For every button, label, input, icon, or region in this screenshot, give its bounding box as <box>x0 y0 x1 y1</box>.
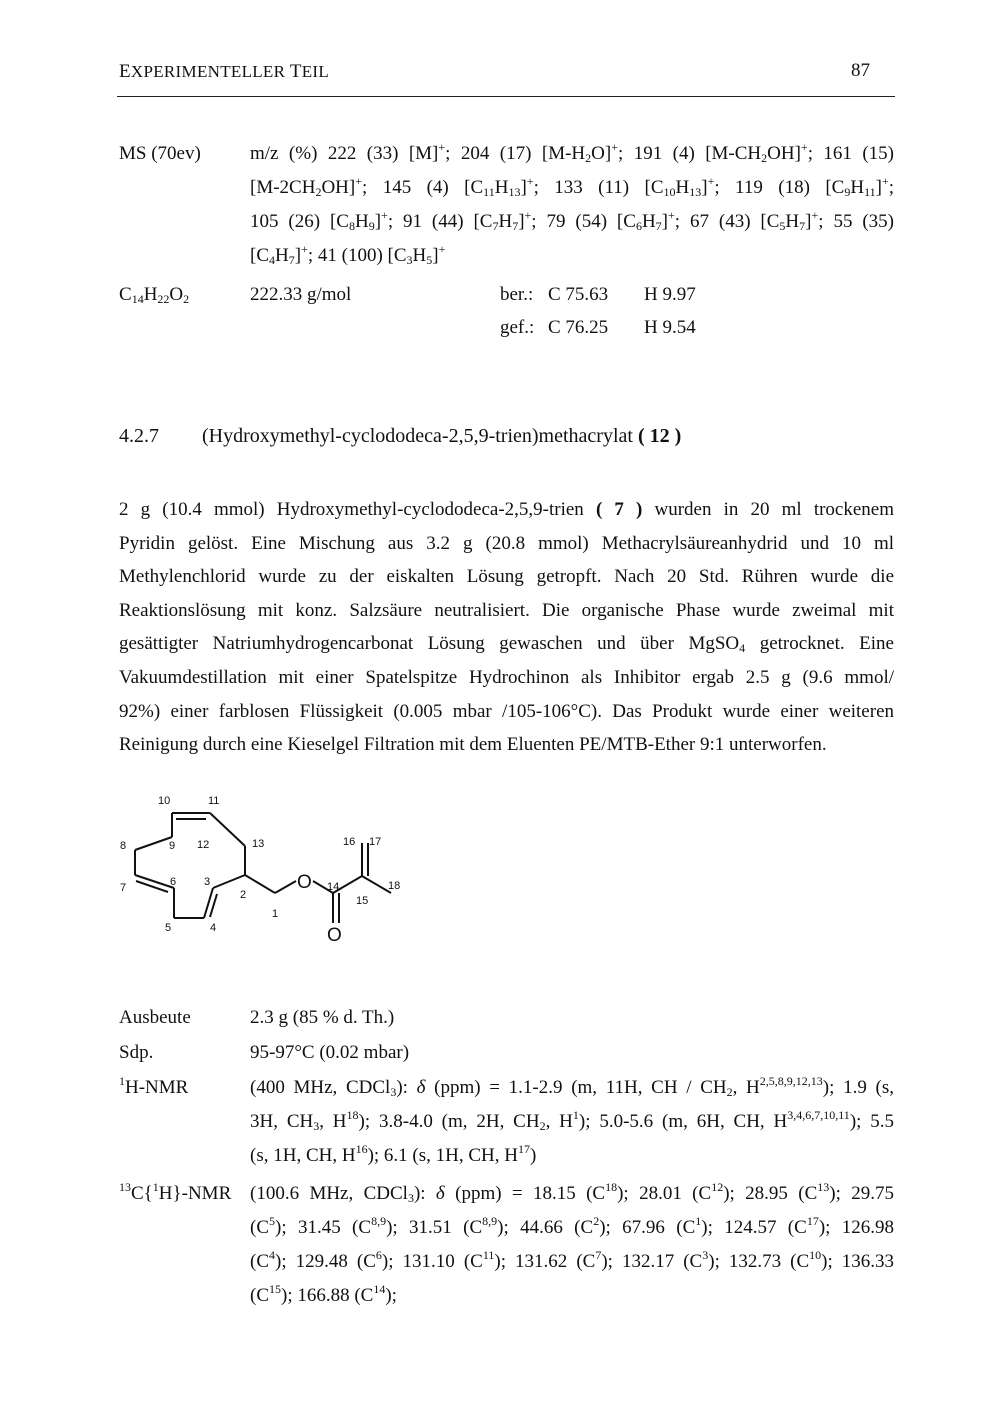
atom-label-2: 2 <box>240 889 247 901</box>
ms-label: MS (70ev) <box>119 143 201 164</box>
procedure-line-4: Reaktionslösung mit konz. Salzsäure neutralisiert. Die organische Phase wurde zweimal mit <box>119 599 894 621</box>
ms-value <box>250 137 894 273</box>
boiling-point-value: 95-97°C (0.02 mbar) <box>250 1042 410 1063</box>
section-heading <box>119 425 681 448</box>
yield-value: 2.3 g (85 % d. Th.) <box>250 1007 395 1028</box>
compound-number: ( 12 ) <box>637 425 682 447</box>
calc-label: ber.: <box>500 284 534 305</box>
ms-line-4: $[C_4H_7]^+$; 41 (100) $[C_3H_5]^+$ <box>250 242 446 267</box>
carbonyl-oxygen-label: O <box>327 925 342 946</box>
atom-label-18: 18 <box>388 880 401 892</box>
found-carbon: C 76.25 <box>548 317 609 338</box>
atom-label-8: 8 <box>120 840 127 852</box>
atom-label-13: 13 <box>252 838 265 850</box>
hnmr-line-2: 3H, $CH_3$, $H^{18}$); 3.8-4.0 (m, 2H, $CH_2$, $H^1$); 5.0-5.6 (m, 6H, CH, H$^{3,4,6,7,10,11}$); 5.5 <box>250 1108 895 1133</box>
ms-line-1: m/z (%) 222 (33) [M]+; 204 (17) $[M-H_2O]^+$; 191 (4) $[M-CH_2OH]^+$; 161 (15) <box>250 140 894 165</box>
ester-oxygen-label: O <box>297 872 312 893</box>
section-title: (Hydroxymethyl-cyclododeca-2,5,9-trien)methacrylat <box>202 425 633 447</box>
section-number: 4.2.7 <box>119 425 159 447</box>
cnmr-line-4: $(C^{15})$; 166.88 $(C^{14})$; <box>250 1282 397 1306</box>
cnmr-label: $^{13}$C{$^1$H}-NMR <box>119 1180 232 1204</box>
atom-label-4: 4 <box>210 922 217 934</box>
calc-carbon: C 75.63 <box>548 284 609 305</box>
atom-label-10: 10 <box>158 795 171 807</box>
procedure-line-5: gesättigter Natriumhydrogencarbonat Lösung gewaschen und über MgSO$_4$ getrocknet. Eine <box>119 633 894 656</box>
hnmr-line-3: (s, 1H, CH, $H^{16}$); 6.1 (s, 1H, CH, $H^{17}$) <box>250 1142 537 1166</box>
page-number: 87 <box>851 60 870 81</box>
structure-atom-numbers <box>120 795 400 934</box>
procedure-line-2: Pyridin gelöst. Eine Mischung aus 3.2 g (20.8 mmol) Methacrylsäureanhydrid und 10 ml <box>119 532 894 554</box>
procedure-paragraph <box>119 493 894 762</box>
atom-label-11: 11 <box>208 795 220 807</box>
ms-line-3: 105 (26) $[C_8H_9]^+$; 91 (44) $[C_7H_7]^+$; 79 (54) $[C_6H_7]^+$; 67 (43) $[C_5H_7]^+$; 55 (35) <box>250 208 895 233</box>
procedure-line-7: 92%) einer farblosen Flüssigkeit (0.005 mbar /105-106°C). Das Produkt wurde einer weiteren <box>119 700 894 722</box>
atom-label-9: 9 <box>169 840 176 852</box>
hnmr-line-1: (400 MHz, CDCl$_3$): δ (ppm) = 1.1-2.9 (m, 11H, CH / $CH_2$, H$^{2,5,8,9,12,13}$); 1.9 (s, <box>250 1074 894 1099</box>
header-rule <box>117 96 895 97</box>
atom-label-12: 12 <box>197 839 210 851</box>
procedure-line-8: Reinigung durch eine Kieselgel Filtration mit dem Eluenten PE/MTB-Ether 9:1 unterworfen. <box>119 734 827 756</box>
procedure-line-1: 2 g (10.4 mmol) Hydroxymethyl-cyclododeca-2,5,9-trien ( 7 ) wurden in 20 ml trockenem <box>119 499 895 520</box>
atom-label-7: 7 <box>120 882 127 894</box>
atom-label-6: 6 <box>170 876 177 888</box>
procedure-line-6: Vakuumdestillation mit einer Spatelspitze Hydrochinon als Inhibitor ergab 2.5 g (9.6 mmol/ <box>119 666 894 688</box>
hnmr-value <box>250 1071 894 1173</box>
cnmr-line-3: $(C^4)$; 129.48 $(C^6)$; 131.10 $(C^{11})$; 131.62 $(C^7)$; 132.17 $(C^3)$; 132.73 $(C^{10})$; 136.33 <box>250 1248 895 1272</box>
atom-label-5: 5 <box>165 922 172 934</box>
found-label: gef.: <box>500 317 535 338</box>
cnmr-line-2: $(C^5)$; 31.45 $(C^{8,9})$; 31.51 $(C^{8,9})$; 44.66 $(C^2)$; 67.96 $(C^1)$; 124.57 $(C^{17})$; 126.98 <box>250 1214 895 1238</box>
atom-label-1: 1 <box>272 908 279 920</box>
running-header-title: EXPERIMENTELLER TEIL <box>119 61 330 82</box>
cnmr-value <box>250 1177 894 1313</box>
atom-label-17: 17 <box>369 836 382 848</box>
molar-mass: 222.33 g/mol <box>250 284 352 305</box>
molecular-formula: $C_{14}H_{22}O_2$ <box>119 284 190 306</box>
atom-label-15: 15 <box>356 895 369 907</box>
yield-label: Ausbeute <box>119 1007 191 1028</box>
cnmr-line-1: (100.6 MHz, CDCl$_3$): δ (ppm) = 18.15 $(C^{18})$; 28.01 $(C^{12})$; 28.95 $(C^{13})$; 29.75 <box>250 1180 894 1205</box>
atom-label-14: 14 <box>327 881 340 893</box>
atom-label-16: 16 <box>343 836 356 848</box>
ms-line-2: $[M-2CH_2OH]^+$; 145 (4) $[C_{11}H_{13}]^+$; 133 (11) $[C_{10}H_{13}]^+$; 119 (18) $[C_9H_{11}]^+$; <box>250 174 895 199</box>
structure-bonds <box>135 813 391 923</box>
procedure-line-3: Methylenchlorid wurde zu der eiskalten Lösung getropft. Nach 20 Std. Rühren wurde die <box>119 566 894 588</box>
boiling-point-label: Sdp. <box>119 1042 154 1063</box>
chemical-structure <box>110 785 430 955</box>
calc-hydrogen: H 9.97 <box>644 284 696 305</box>
hnmr-label: $^1$H-NMR <box>119 1074 189 1098</box>
atom-label-3: 3 <box>204 876 211 888</box>
found-hydrogen: H 9.54 <box>644 317 696 338</box>
